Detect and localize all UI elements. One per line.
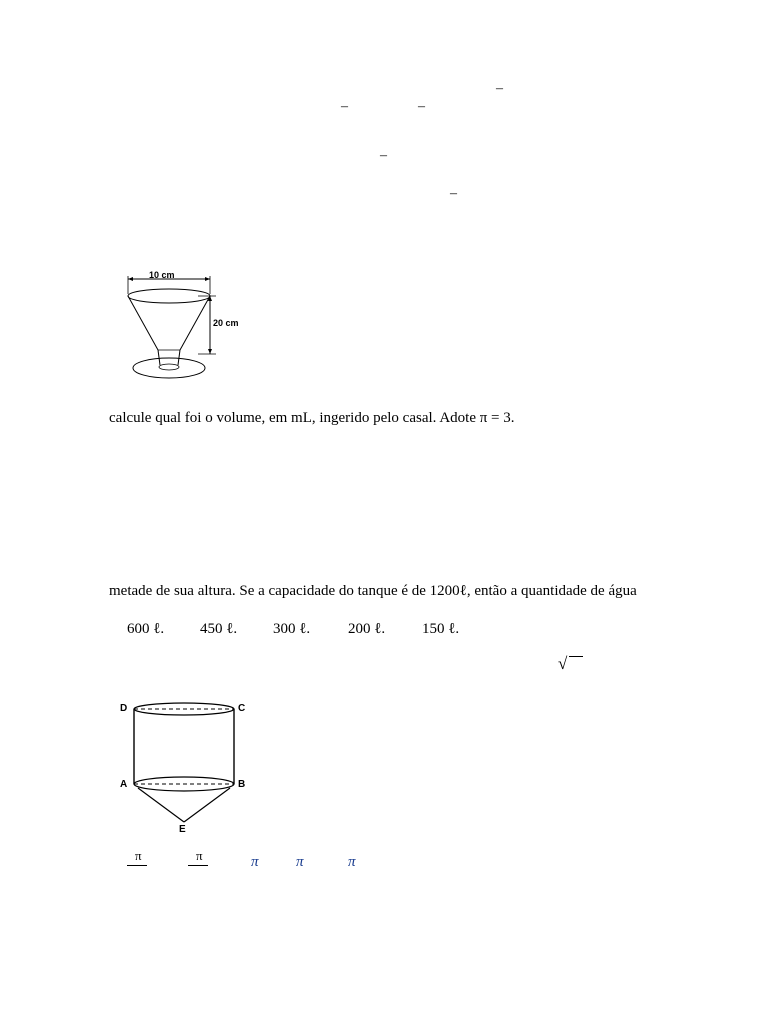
option-e: 150 ℓ. — [422, 621, 460, 637]
cylinder-cone-figure — [115, 698, 255, 838]
text-fragment: – — [496, 81, 503, 96]
option-a: 600 ℓ. — [127, 621, 165, 637]
option-c: 300 ℓ. — [273, 621, 311, 637]
pi-symbol: π — [251, 854, 259, 870]
option-b: 450 ℓ. — [200, 621, 238, 637]
pi-symbol: π — [348, 854, 356, 870]
point-label-c: C — [238, 703, 246, 714]
text-fragment: – — [380, 148, 387, 163]
fraction-bar — [127, 865, 147, 866]
question2-text: metade de sua altura. Se a capacidade do tanque é de 1200ℓ, então a quantidade de água — [109, 583, 637, 599]
wine-glass-figure — [120, 268, 260, 388]
pi-symbol: π — [296, 854, 304, 870]
height-label: 20 cm — [213, 318, 239, 328]
text-fragment: – — [418, 99, 425, 114]
point-label-b: B — [238, 779, 246, 790]
pi-symbol: π — [135, 848, 142, 863]
point-label-a: A — [120, 779, 128, 790]
point-label-d: D — [120, 703, 128, 714]
pi-symbol: π — [196, 848, 203, 863]
point-label-e: E — [179, 824, 186, 835]
text-fragment: – — [341, 99, 348, 114]
width-label: 10 cm — [149, 270, 175, 280]
question1-text: calcule qual foi o volume, em mL, ingerido pelo casal. Adote π = 3. — [109, 410, 515, 426]
fraction-bar — [188, 865, 208, 866]
sqrt-symbol: √ — [558, 654, 588, 674]
text-fragment: – — [450, 186, 457, 201]
option-d: 200 ℓ. — [348, 621, 386, 637]
